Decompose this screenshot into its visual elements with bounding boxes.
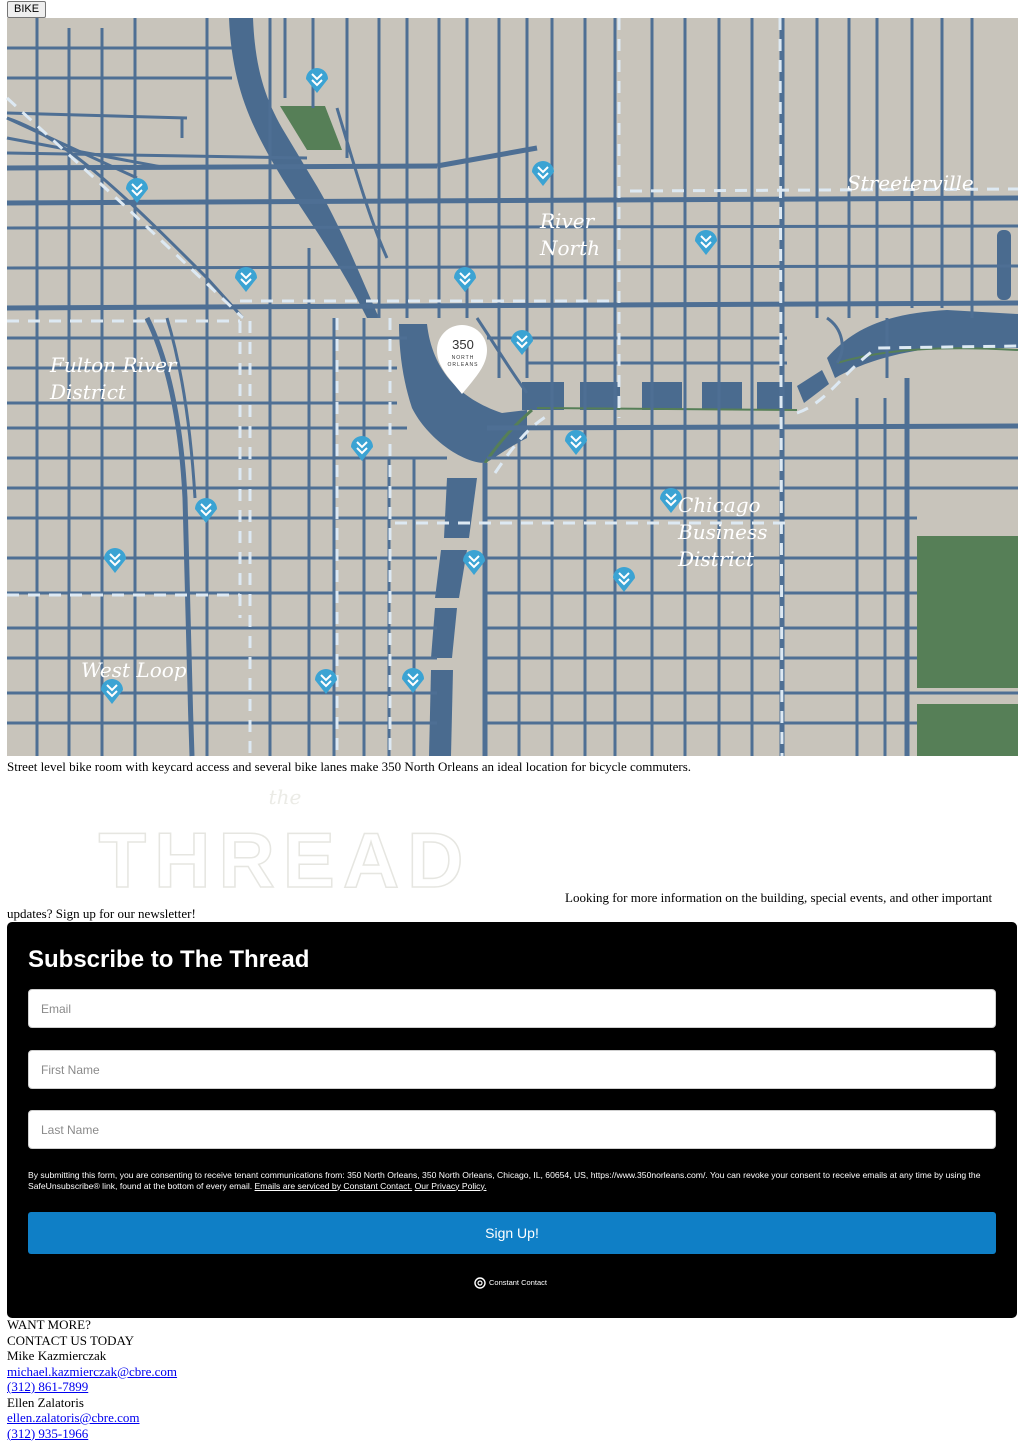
contact-email-link[interactable]: michael.kazmierczak@cbre.com xyxy=(7,1363,178,1379)
logo-big-text: THREAD xyxy=(98,816,472,904)
contact-phone-link[interactable]: (312) 861-7899 xyxy=(7,1379,89,1394)
email-field[interactable] xyxy=(28,989,996,1028)
the-thread-logo xyxy=(98,782,472,904)
bike-tab-button[interactable]: BIKE xyxy=(7,1,46,18)
contact-phone-link[interactable]: (312) 935-1966 xyxy=(7,1425,89,1441)
contact-heading-1: WANT MORE? xyxy=(7,1317,91,1332)
logo-small-text: the xyxy=(268,785,302,809)
serviced-by-link[interactable]: Emails are serviced by Constant Contact. xyxy=(254,1180,413,1191)
consent-text: By submitting this form, you are consenting to receive tenant communications from: 350 North Orleans, 350 North Orleans, Chicago, IL, 60654, US, https://www.350norleans.com/. You can revoke your consent to receive emails at any time by using the SafeUnsubscribe® link, found at the bottom of every email. xyxy=(28,1170,981,1191)
sign-up-button[interactable]: Sign Up! xyxy=(28,1212,996,1254)
marker-line1: NORTH xyxy=(451,355,475,361)
form-title: Subscribe to The Thread xyxy=(28,946,310,973)
newsletter-prompt: Looking for more information on the building, special events, and other important updates? Sign up for our newsletter! xyxy=(7,890,993,921)
privacy-policy-link[interactable]: Our Privacy Policy. xyxy=(414,1180,487,1191)
neighborhood-label-fulton-river: Fulton River District xyxy=(50,353,177,404)
bike-caption: Street level bike room with keycard access and several bike lanes make 350 North Orleans an ideal location for bicycle commuters. xyxy=(7,759,692,774)
constant-contact-label: Constant Contact xyxy=(489,1278,547,1287)
marker-line2: ORLEANS xyxy=(447,362,479,368)
neighborhood-label-chicago-business: Chicago Business District xyxy=(678,493,768,571)
marker-number: 350 xyxy=(452,337,474,352)
contact-name: Ellen Zalatoris xyxy=(7,1394,84,1410)
contact-heading-2: CONTACT US TODAY xyxy=(7,1332,135,1348)
subscribe-form xyxy=(7,922,1017,1318)
constant-contact-badge xyxy=(474,1276,547,1290)
constant-contact-icon xyxy=(474,1277,486,1289)
neighborhood-label-river-north: River North xyxy=(540,209,601,260)
first-name-field[interactable] xyxy=(28,1050,996,1089)
map-land xyxy=(7,18,1018,756)
neighborhood-label-west-loop: West Loop xyxy=(81,658,187,682)
last-name-field[interactable] xyxy=(28,1110,996,1149)
neighborhood-label-streeterville: Streeterville xyxy=(847,171,974,195)
contact-section xyxy=(7,1317,177,1441)
consent-notice xyxy=(28,1170,996,1191)
contact-name: Mike Kazmierczak xyxy=(7,1348,107,1363)
bike-map xyxy=(7,18,1018,756)
contact-email-link[interactable]: ellen.zalatoris@cbre.com xyxy=(7,1410,140,1425)
